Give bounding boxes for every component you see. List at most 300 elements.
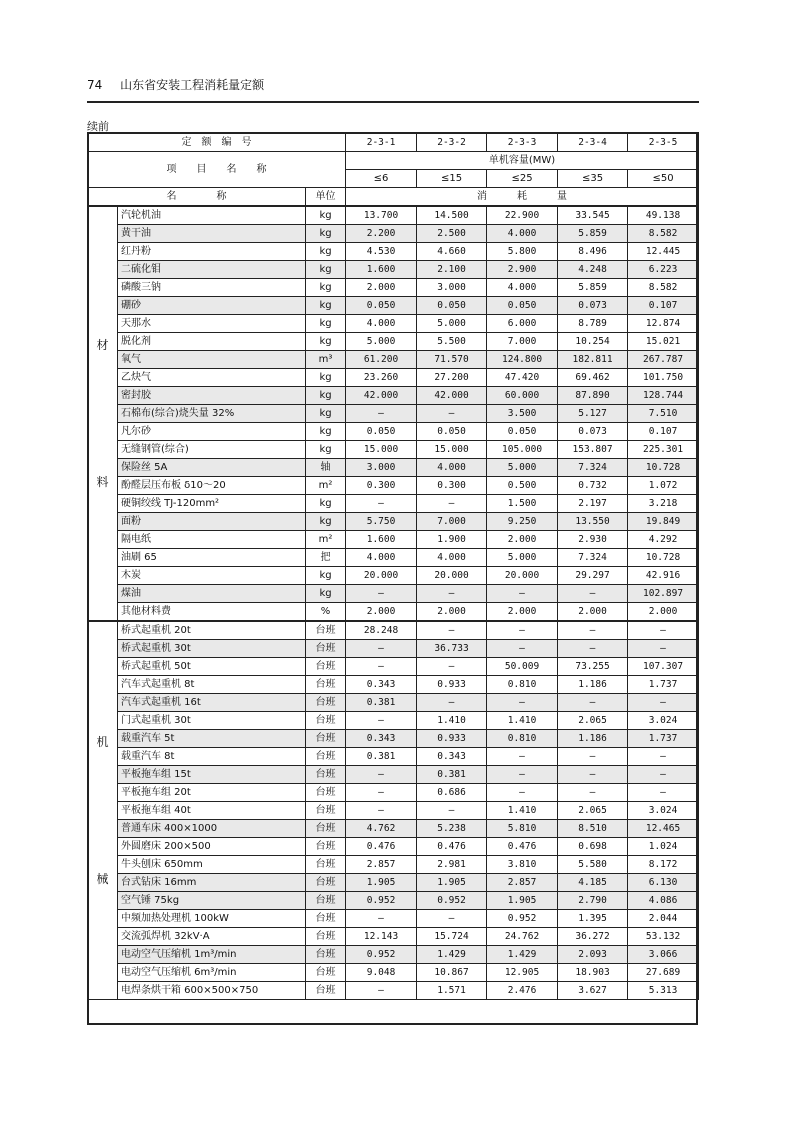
material-row bbox=[88, 351, 699, 369]
item-unit: 台班 bbox=[306, 838, 346, 856]
quota-table bbox=[87, 132, 699, 1000]
item-name: 普通车床 400×1000 bbox=[118, 820, 306, 838]
item-name: 面粉 bbox=[118, 513, 306, 531]
consumption-value: — bbox=[346, 982, 417, 1000]
consumption-value: — bbox=[628, 748, 699, 766]
consumption-value: 3.810 bbox=[487, 856, 558, 874]
item-name: 黄干油 bbox=[118, 225, 306, 243]
item-name: 汽轮机油 bbox=[118, 206, 306, 225]
consumption-value: 0.300 bbox=[417, 477, 487, 495]
item-name: 隔电纸 bbox=[118, 531, 306, 549]
consumption-value: — bbox=[487, 766, 558, 784]
item-name: 台式钻床 16mm bbox=[118, 874, 306, 892]
consumption-value: 33.545 bbox=[558, 206, 628, 225]
item-unit: 台班 bbox=[306, 640, 346, 658]
consumption-value: — bbox=[417, 658, 487, 676]
consumption-value: 2.000 bbox=[558, 603, 628, 622]
item-unit: m² bbox=[306, 477, 346, 495]
consumption-value: 4.185 bbox=[558, 874, 628, 892]
item-name: 桥式起重机 50t bbox=[118, 658, 306, 676]
consumption-value: 8.172 bbox=[628, 856, 699, 874]
consumption-value: 0.952 bbox=[417, 892, 487, 910]
consumption-value: 36.272 bbox=[558, 928, 628, 946]
consumption-value: 4.000 bbox=[487, 225, 558, 243]
item-name: 红丹粉 bbox=[118, 243, 306, 261]
consumption-value: 1.410 bbox=[487, 712, 558, 730]
consumption-value: 0.686 bbox=[417, 784, 487, 802]
consumption-value: 2.093 bbox=[558, 946, 628, 964]
consumption-value: — bbox=[346, 766, 417, 784]
item-name: 乙炔气 bbox=[118, 369, 306, 387]
machine-row bbox=[88, 658, 699, 676]
item-name: 凡尔砂 bbox=[118, 423, 306, 441]
consumption-value: 19.849 bbox=[628, 513, 699, 531]
consumption-value: 23.260 bbox=[346, 369, 417, 387]
item-name: 空气锤 75kg bbox=[118, 892, 306, 910]
consumption-value: — bbox=[417, 621, 487, 640]
consumption-value: 0.952 bbox=[346, 892, 417, 910]
consumption-value: 3.500 bbox=[487, 405, 558, 423]
item-unit: kg bbox=[306, 513, 346, 531]
consumption-value: 12.143 bbox=[346, 928, 417, 946]
consumption-value: 2.000 bbox=[346, 603, 417, 622]
consumption-value: 2.930 bbox=[558, 531, 628, 549]
consumption-value: 2.476 bbox=[487, 982, 558, 1000]
consumption-value: 0.343 bbox=[346, 676, 417, 694]
consumption-value: 5.000 bbox=[487, 459, 558, 477]
consumption-value: 2.000 bbox=[487, 603, 558, 622]
consumption-value: 3.218 bbox=[628, 495, 699, 513]
consumption-value: 1.600 bbox=[346, 261, 417, 279]
machine-row bbox=[88, 802, 699, 820]
consumption-value: 0.073 bbox=[558, 423, 628, 441]
consumption-value: 3.000 bbox=[346, 459, 417, 477]
consumption-value: 2.790 bbox=[558, 892, 628, 910]
item-unit: 台班 bbox=[306, 802, 346, 820]
consumption-value: 2.000 bbox=[628, 603, 699, 622]
item-name: 交流弧焊机 32kV·A bbox=[118, 928, 306, 946]
consumption-value: 47.420 bbox=[487, 369, 558, 387]
quota-code: 2-3-5 bbox=[628, 133, 699, 152]
item-unit: kg bbox=[306, 585, 346, 603]
consumption-value: 5.800 bbox=[487, 243, 558, 261]
consumption-value: 42.000 bbox=[346, 387, 417, 405]
machine-row bbox=[88, 856, 699, 874]
machine-row bbox=[88, 766, 699, 784]
consumption-value: — bbox=[346, 910, 417, 928]
consumption-value: 5.000 bbox=[487, 549, 558, 567]
machine-row bbox=[88, 712, 699, 730]
consumption-value: 124.800 bbox=[487, 351, 558, 369]
consumption-value: 0.810 bbox=[487, 730, 558, 748]
consumption-value: 50.009 bbox=[487, 658, 558, 676]
material-row bbox=[88, 279, 699, 297]
consumption-value: — bbox=[346, 658, 417, 676]
consumption-value: 0.732 bbox=[558, 477, 628, 495]
item-unit: kg bbox=[306, 243, 346, 261]
consumption-value: 27.689 bbox=[628, 964, 699, 982]
machine-row bbox=[88, 964, 699, 982]
item-unit: 台班 bbox=[306, 694, 346, 712]
material-row bbox=[88, 243, 699, 261]
consumption-value: 1.429 bbox=[487, 946, 558, 964]
consumption-value: 5.313 bbox=[628, 982, 699, 1000]
consumption-value: 4.248 bbox=[558, 261, 628, 279]
category-char: 材 bbox=[96, 337, 109, 352]
item-name: 牛头刨床 650mm bbox=[118, 856, 306, 874]
consumption-value: 69.462 bbox=[558, 369, 628, 387]
material-row bbox=[88, 315, 699, 333]
machine-row bbox=[88, 748, 699, 766]
consumption-value: 0.050 bbox=[417, 423, 487, 441]
consumption-value: 267.787 bbox=[628, 351, 699, 369]
consumption-value: 2.065 bbox=[558, 802, 628, 820]
consumption-value: — bbox=[417, 802, 487, 820]
consumption-value: — bbox=[487, 585, 558, 603]
consumption-value: 13.550 bbox=[558, 513, 628, 531]
material-row bbox=[88, 549, 699, 567]
consumption-value: 49.138 bbox=[628, 206, 699, 225]
consumption-value: — bbox=[558, 585, 628, 603]
item-unit: 轴 bbox=[306, 459, 346, 477]
capacity-value: ≤15 bbox=[417, 170, 487, 188]
material-row bbox=[88, 459, 699, 477]
category-char: 械 bbox=[96, 871, 109, 886]
consumption-value: 12.874 bbox=[628, 315, 699, 333]
consumption-value: 1.186 bbox=[558, 676, 628, 694]
consumption-value: 1.905 bbox=[487, 892, 558, 910]
consumption-value: 2.900 bbox=[487, 261, 558, 279]
consumption-value: 2.857 bbox=[346, 856, 417, 874]
material-row bbox=[88, 603, 699, 622]
consumption-value: 5.859 bbox=[558, 225, 628, 243]
consumption-value: 7.324 bbox=[558, 459, 628, 477]
item-unit: 台班 bbox=[306, 910, 346, 928]
capacity-value: ≤35 bbox=[558, 170, 628, 188]
item-name: 汽车式起重机 8t bbox=[118, 676, 306, 694]
item-unit: 台班 bbox=[306, 892, 346, 910]
consumption-value: 27.200 bbox=[417, 369, 487, 387]
consumption-value: 2.000 bbox=[487, 531, 558, 549]
consumption-label: 消 耗 量 bbox=[346, 188, 699, 207]
consumption-value: 182.811 bbox=[558, 351, 628, 369]
consumption-value: 36.733 bbox=[417, 640, 487, 658]
consumption-value: 0.343 bbox=[346, 730, 417, 748]
consumption-value: 1.900 bbox=[417, 531, 487, 549]
consumption-value: 3.627 bbox=[558, 982, 628, 1000]
consumption-value: 10.867 bbox=[417, 964, 487, 982]
consumption-value: — bbox=[558, 784, 628, 802]
consumption-value: 3.024 bbox=[628, 802, 699, 820]
page-header bbox=[87, 76, 264, 93]
machine-row bbox=[88, 982, 699, 1000]
category-char: 机 bbox=[96, 734, 109, 749]
machine-row bbox=[88, 820, 699, 838]
consumption-value: 61.200 bbox=[346, 351, 417, 369]
consumption-value: 0.050 bbox=[487, 297, 558, 315]
consumption-value: 2.200 bbox=[346, 225, 417, 243]
item-name: 中频加热处理机 100kW bbox=[118, 910, 306, 928]
consumption-value: — bbox=[346, 495, 417, 513]
item-name: 天那水 bbox=[118, 315, 306, 333]
item-unit: 台班 bbox=[306, 874, 346, 892]
machine-row bbox=[88, 694, 699, 712]
consumption-value: 0.343 bbox=[417, 748, 487, 766]
consumption-value: — bbox=[417, 694, 487, 712]
item-unit: kg bbox=[306, 405, 346, 423]
consumption-value: — bbox=[346, 712, 417, 730]
consumption-value: 5.810 bbox=[487, 820, 558, 838]
item-unit: kg bbox=[306, 297, 346, 315]
item-name: 油刷 65 bbox=[118, 549, 306, 567]
consumption-value: — bbox=[417, 495, 487, 513]
item-unit: kg bbox=[306, 567, 346, 585]
consumption-value: 2.500 bbox=[417, 225, 487, 243]
consumption-value: 7.000 bbox=[417, 513, 487, 531]
consumption-value: 8.582 bbox=[628, 279, 699, 297]
capacity-value: ≤6 bbox=[346, 170, 417, 188]
consumption-value: 28.248 bbox=[346, 621, 417, 640]
consumption-value: 5.500 bbox=[417, 333, 487, 351]
item-name: 平板拖车组 20t bbox=[118, 784, 306, 802]
item-unit: 台班 bbox=[306, 730, 346, 748]
consumption-value: 13.700 bbox=[346, 206, 417, 225]
quota-code: 2-3-4 bbox=[558, 133, 628, 152]
item-name: 桥式起重机 20t bbox=[118, 621, 306, 640]
material-row bbox=[88, 405, 699, 423]
consumption-value: 0.073 bbox=[558, 297, 628, 315]
consumption-value: 1.571 bbox=[417, 982, 487, 1000]
item-name: 电动空气压缩机 6m³/min bbox=[118, 964, 306, 982]
item-unit: kg bbox=[306, 206, 346, 225]
category-char: 料 bbox=[96, 474, 109, 489]
consumption-value: 4.000 bbox=[346, 549, 417, 567]
item-name: 载重汽车 5t bbox=[118, 730, 306, 748]
consumption-value: 1.500 bbox=[487, 495, 558, 513]
consumption-value: 60.000 bbox=[487, 387, 558, 405]
item-name: 其他材料费 bbox=[118, 603, 306, 622]
item-name: 平板拖车组 15t bbox=[118, 766, 306, 784]
consumption-value: 107.307 bbox=[628, 658, 699, 676]
consumption-value: — bbox=[417, 405, 487, 423]
consumption-value: 128.744 bbox=[628, 387, 699, 405]
item-name: 磷酸三钠 bbox=[118, 279, 306, 297]
item-name: 载重汽车 8t bbox=[118, 748, 306, 766]
consumption-value: 12.465 bbox=[628, 820, 699, 838]
consumption-value: 6.000 bbox=[487, 315, 558, 333]
machine-row bbox=[88, 838, 699, 856]
consumption-value: 4.086 bbox=[628, 892, 699, 910]
item-name: 平板拖车组 40t bbox=[118, 802, 306, 820]
consumption-value: 29.297 bbox=[558, 567, 628, 585]
consumption-value: 8.789 bbox=[558, 315, 628, 333]
item-unit: % bbox=[306, 603, 346, 622]
quota-code: 2-3-2 bbox=[417, 133, 487, 152]
item-name: 二硫化钼 bbox=[118, 261, 306, 279]
consumption-value: 2.000 bbox=[417, 603, 487, 622]
consumption-value: 1.737 bbox=[628, 676, 699, 694]
consumption-value: 1.410 bbox=[487, 802, 558, 820]
consumption-value: 18.903 bbox=[558, 964, 628, 982]
consumption-value: 3.024 bbox=[628, 712, 699, 730]
consumption-value: — bbox=[628, 621, 699, 640]
consumption-value: 5.238 bbox=[417, 820, 487, 838]
consumption-value: 42.916 bbox=[628, 567, 699, 585]
item-name: 煤油 bbox=[118, 585, 306, 603]
consumption-value: 225.301 bbox=[628, 441, 699, 459]
consumption-value: — bbox=[487, 640, 558, 658]
page-number: 74 bbox=[87, 78, 103, 92]
consumption-value: 15.000 bbox=[417, 441, 487, 459]
item-unit: 把 bbox=[306, 549, 346, 567]
item-name: 脱化剂 bbox=[118, 333, 306, 351]
material-row bbox=[88, 423, 699, 441]
material-row bbox=[88, 206, 699, 225]
item-name: 门式起重机 30t bbox=[118, 712, 306, 730]
consumption-value: 2.065 bbox=[558, 712, 628, 730]
machine-row bbox=[88, 676, 699, 694]
consumption-value: 8.496 bbox=[558, 243, 628, 261]
consumption-value: — bbox=[558, 694, 628, 712]
quota-number-label: 定 额 编 号 bbox=[88, 133, 346, 152]
item-unit: 台班 bbox=[306, 766, 346, 784]
item-unit: kg bbox=[306, 279, 346, 297]
item-unit: kg bbox=[306, 261, 346, 279]
consumption-value: 0.050 bbox=[346, 423, 417, 441]
item-unit: kg bbox=[306, 225, 346, 243]
consumption-value: 0.107 bbox=[628, 423, 699, 441]
consumption-value: 1.072 bbox=[628, 477, 699, 495]
consumption-value: 1.395 bbox=[558, 910, 628, 928]
consumption-value: 0.476 bbox=[487, 838, 558, 856]
item-unit: kg bbox=[306, 369, 346, 387]
item-name: 外圆磨床 200×500 bbox=[118, 838, 306, 856]
consumption-value: 24.762 bbox=[487, 928, 558, 946]
consumption-value: 153.807 bbox=[558, 441, 628, 459]
consumption-value: 42.000 bbox=[417, 387, 487, 405]
consumption-value: 4.762 bbox=[346, 820, 417, 838]
material-row bbox=[88, 333, 699, 351]
machine-row bbox=[88, 621, 699, 640]
consumption-value: 1.024 bbox=[628, 838, 699, 856]
consumption-value: — bbox=[346, 405, 417, 423]
consumption-value: 0.933 bbox=[417, 676, 487, 694]
consumption-value: — bbox=[628, 784, 699, 802]
consumption-value: 0.952 bbox=[346, 946, 417, 964]
header-rule bbox=[87, 101, 699, 103]
machine-row bbox=[88, 640, 699, 658]
material-row bbox=[88, 387, 699, 405]
consumption-value: — bbox=[487, 621, 558, 640]
consumption-value: — bbox=[417, 585, 487, 603]
item-unit: kg bbox=[306, 441, 346, 459]
item-unit: 台班 bbox=[306, 658, 346, 676]
consumption-value: 0.500 bbox=[487, 477, 558, 495]
item-unit: kg bbox=[306, 423, 346, 441]
item-name: 氧气 bbox=[118, 351, 306, 369]
item-unit: kg bbox=[306, 315, 346, 333]
consumption-value: 5.000 bbox=[346, 333, 417, 351]
consumption-value: 0.300 bbox=[346, 477, 417, 495]
consumption-value: 22.900 bbox=[487, 206, 558, 225]
consumption-value: — bbox=[346, 802, 417, 820]
consumption-value: 1.600 bbox=[346, 531, 417, 549]
consumption-value: 10.254 bbox=[558, 333, 628, 351]
consumption-value: 0.381 bbox=[346, 748, 417, 766]
consumption-value: 4.000 bbox=[417, 459, 487, 477]
consumption-value: 53.132 bbox=[628, 928, 699, 946]
consumption-value: 1.737 bbox=[628, 730, 699, 748]
quota-number-row bbox=[88, 133, 699, 152]
material-row bbox=[88, 477, 699, 495]
consumption-value: — bbox=[628, 694, 699, 712]
item-name: 无缝钢管(综合) bbox=[118, 441, 306, 459]
consumption-value: 12.445 bbox=[628, 243, 699, 261]
category-material bbox=[88, 206, 118, 621]
item-unit: 台班 bbox=[306, 621, 346, 640]
consumption-value: 6.223 bbox=[628, 261, 699, 279]
consumption-value: 5.000 bbox=[417, 315, 487, 333]
consumption-value: 7.324 bbox=[558, 549, 628, 567]
consumption-value: 2.197 bbox=[558, 495, 628, 513]
consumption-value: 4.292 bbox=[628, 531, 699, 549]
item-name-label: 项 目 名 称 bbox=[88, 152, 346, 188]
consumption-value: 4.660 bbox=[417, 243, 487, 261]
item-unit: 台班 bbox=[306, 928, 346, 946]
item-unit: 台班 bbox=[306, 964, 346, 982]
consumption-value: 5.127 bbox=[558, 405, 628, 423]
consumption-value: 15.021 bbox=[628, 333, 699, 351]
consumption-value: 73.255 bbox=[558, 658, 628, 676]
category-machine bbox=[88, 621, 118, 1000]
material-row bbox=[88, 567, 699, 585]
item-name: 硼砂 bbox=[118, 297, 306, 315]
consumption-value: — bbox=[346, 784, 417, 802]
material-row bbox=[88, 441, 699, 459]
consumption-value: 8.582 bbox=[628, 225, 699, 243]
consumption-value: 14.500 bbox=[417, 206, 487, 225]
consumption-value: 15.724 bbox=[417, 928, 487, 946]
capacity-value: ≤50 bbox=[628, 170, 699, 188]
unit-column-label: 单位 bbox=[306, 188, 346, 207]
consumption-value: 10.728 bbox=[628, 459, 699, 477]
material-row bbox=[88, 495, 699, 513]
consumption-value: 20.000 bbox=[346, 567, 417, 585]
item-unit: 台班 bbox=[306, 820, 346, 838]
consumption-value: 1.429 bbox=[417, 946, 487, 964]
consumption-value: 0.933 bbox=[417, 730, 487, 748]
consumption-value: 5.750 bbox=[346, 513, 417, 531]
consumption-value: 4.000 bbox=[346, 315, 417, 333]
consumption-value: 0.810 bbox=[487, 676, 558, 694]
machine-row bbox=[88, 730, 699, 748]
item-unit: kg bbox=[306, 333, 346, 351]
machine-row bbox=[88, 928, 699, 946]
consumption-value: 4.000 bbox=[487, 279, 558, 297]
material-row bbox=[88, 585, 699, 603]
item-unit: kg bbox=[306, 495, 346, 513]
consumption-value: 0.107 bbox=[628, 297, 699, 315]
material-row bbox=[88, 261, 699, 279]
consumption-value: 0.050 bbox=[487, 423, 558, 441]
consumption-value: — bbox=[417, 910, 487, 928]
consumption-value: 0.476 bbox=[346, 838, 417, 856]
item-unit: 台班 bbox=[306, 748, 346, 766]
consumption-value: 0.381 bbox=[417, 766, 487, 784]
consumption-value: 9.048 bbox=[346, 964, 417, 982]
consumption-value: 2.044 bbox=[628, 910, 699, 928]
consumption-value: 101.750 bbox=[628, 369, 699, 387]
